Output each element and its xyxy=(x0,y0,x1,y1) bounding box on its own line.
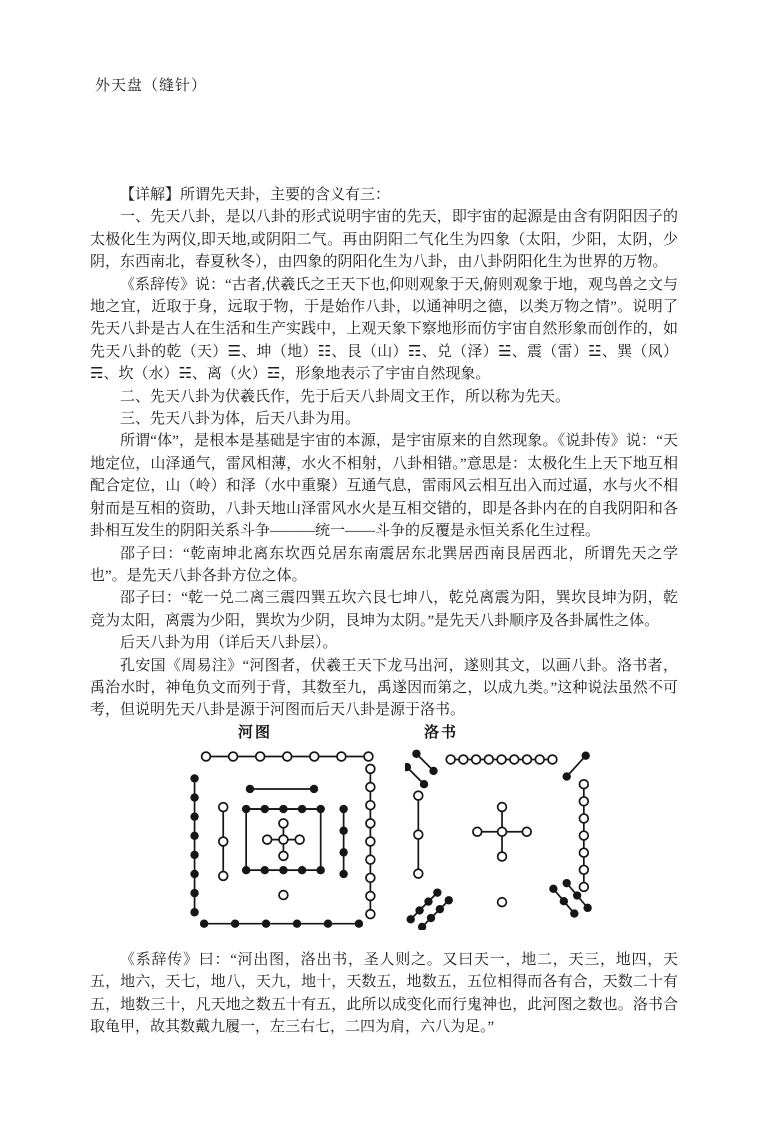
black-dot xyxy=(324,919,332,927)
white-dot xyxy=(522,827,531,836)
black-dot xyxy=(190,793,198,801)
black-dot xyxy=(583,903,591,911)
black-dot xyxy=(412,749,420,757)
white-dot xyxy=(497,755,506,764)
white-dot xyxy=(579,780,588,789)
white-dot xyxy=(498,898,507,907)
white-dot xyxy=(446,755,455,764)
white-dot xyxy=(229,752,238,761)
white-dot xyxy=(366,873,375,882)
page-title: 外天盘（缝针） xyxy=(95,78,208,94)
black-dot xyxy=(231,919,239,927)
white-dot xyxy=(295,835,304,844)
black-dot xyxy=(190,889,198,897)
white-dot xyxy=(498,802,507,811)
black-dot xyxy=(279,866,287,874)
connector-line xyxy=(567,755,586,776)
luoshu-label: 洛书 xyxy=(424,724,459,741)
body-text xyxy=(90,184,678,1038)
white-dot xyxy=(498,852,507,861)
white-dot xyxy=(579,865,588,874)
black-dot xyxy=(445,896,453,904)
black-dot xyxy=(570,909,578,917)
white-dot xyxy=(579,882,588,891)
hetu-diagram xyxy=(185,744,400,940)
hetu-figure xyxy=(185,725,400,940)
black-dot xyxy=(415,906,423,914)
paragraph: 邵子曰：“乾一兑二离三震四巽五坎六艮七坤八，乾兑离震为阳，巽坎艮坤为阴，乾竞为太阳，离震为少阳，巽坎为少阴，艮坤为太阴。”是先天八卦顺序及各卦属性之体。 xyxy=(90,590,678,629)
paragraph: 三、先天八卦为体，后天八卦为用。 xyxy=(120,411,361,428)
black-dot xyxy=(339,805,347,813)
hetu-luoshu-figure xyxy=(90,725,678,943)
white-dot xyxy=(366,909,375,918)
white-dot xyxy=(523,755,532,764)
text-after-figure xyxy=(90,949,678,1039)
black-dot xyxy=(200,919,208,927)
white-dot xyxy=(366,764,375,773)
black-dot xyxy=(563,772,571,780)
white-dot xyxy=(510,755,519,764)
black-dot xyxy=(261,805,269,813)
white-dot xyxy=(219,871,228,880)
paragraph: 邵子曰：“乾南坤北离东坎西兑居东南震居东北巽居西南艮居西北，所谓先天之学也”。是先天八卦各卦方位之体。 xyxy=(90,545,678,584)
white-dot xyxy=(337,752,346,761)
black-dot xyxy=(560,897,568,905)
black-dot xyxy=(190,870,198,878)
paragraph: 孔安国《周易注》“河图者，伏羲王天下龙马出河，遂则其文，以画八卦。洛书者，禹治水时，神龟负文而列于背，其数至九，禹遂因而第之，以成九类。”这种说法虽然不可考，但说明先天八卦是源于河图而后天八卦是源于洛书。 xyxy=(90,657,678,719)
black-dot xyxy=(242,866,250,874)
black-dot xyxy=(310,785,318,793)
black-dot xyxy=(427,914,435,922)
white-dot xyxy=(459,755,468,764)
white-dot xyxy=(219,802,228,811)
black-dot xyxy=(279,805,287,813)
black-dot xyxy=(242,805,250,813)
black-dot xyxy=(298,866,306,874)
black-dot xyxy=(433,888,441,896)
white-dot xyxy=(484,755,493,764)
paragraph: 《系辞传》说：“古者,伏羲氏之王天下也,仰则观象于天,俯则观象于地，观鸟兽之文与地之宜，近取于身，远取于物，于是始作八卦，以通神明之德，以类万物之情”。说明了先天八卦是古人在生活和生产实践中，上观天象下察地形而仿宇宙自然形象而创作的，如先天八卦的乾（天）☰、坤（地）☷、艮（山）☶、兑（泽）☱、震（雷）☳、巽（风）☴、坎（水）☵、离（火）☲，形象地表示了宇宙自然现象。 xyxy=(90,276,678,383)
white-dot xyxy=(364,752,373,761)
paragraph: 后天八卦为用（详后天八卦层）。 xyxy=(120,635,338,652)
white-dot xyxy=(579,831,588,840)
white-dot xyxy=(256,752,265,761)
black-dot xyxy=(261,866,269,874)
white-dot xyxy=(535,755,544,764)
white-dot xyxy=(279,819,288,828)
white-dot xyxy=(579,848,588,857)
text-before-figure xyxy=(90,184,678,722)
white-dot xyxy=(310,752,319,761)
black-dot xyxy=(190,774,198,782)
white-dot xyxy=(366,819,375,828)
white-dot xyxy=(202,752,211,761)
black-dot xyxy=(339,848,347,856)
black-dot xyxy=(407,915,415,923)
black-dot xyxy=(262,919,270,927)
white-dot xyxy=(473,827,482,836)
white-dot xyxy=(366,801,375,810)
white-dot xyxy=(219,837,228,846)
black-dot xyxy=(549,884,557,892)
black-dot xyxy=(316,805,324,813)
white-dot xyxy=(414,791,423,800)
white-dot xyxy=(414,830,423,839)
black-dot xyxy=(420,780,428,788)
paragraph: 二、先天八卦为伏羲氏作，先于后天八卦周文王作，所以称为先天。 xyxy=(120,388,571,405)
white-dot xyxy=(279,835,288,844)
white-dot xyxy=(366,782,375,791)
paragraph: 【详解】所谓先天卦，主要的含义有三： xyxy=(120,187,391,203)
black-dot xyxy=(339,826,347,834)
black-dot xyxy=(293,919,301,927)
white-dot xyxy=(366,837,375,846)
white-dot xyxy=(279,851,288,860)
black-dot xyxy=(573,891,581,899)
black-dot xyxy=(190,812,198,820)
white-dot xyxy=(472,755,481,764)
white-dot xyxy=(498,827,507,836)
hetu-label: 河图 xyxy=(238,724,273,741)
black-dot xyxy=(246,785,254,793)
black-dot xyxy=(298,805,306,813)
black-dot xyxy=(429,766,437,774)
white-dot xyxy=(579,797,588,806)
luoshu-diagram xyxy=(405,744,600,930)
paragraph: 所谓“体”，是根本是基础是宇宙的本源，是宇宙原来的自然现象。《说卦传》说：“天地定位，山泽通气，雷风相薄，水火不相射，八卦相错。”意思是：太极化生上天下地互相配合定位，山（岭）和泽（水中重聚）互通气息，雷雨风云相互出入而过逼，水与火不相射而是互相的资助，八卦天地山泽雷风水火是互相交错的，即是各卦内在的自我阴阳和各卦相互发生的阴阳关系斗争———统一——斗争的反覆是永恒关系化生过程。 xyxy=(90,433,678,540)
paragraph: 《系辞传》曰：“河出图，洛出书，圣人则之。又曰天一，地二，天三，地四，天五，地六，天七，地八，天九，地十，天数五，地数五，五位相得而各有合，天数二十有五，地数三十，凡天地之数五十有五，此所以成变化而行鬼神也，此河图之数也。洛书合取龟甲，故其数戴九履一，左三右七，二四为肩，六八为足。” xyxy=(90,951,678,1035)
black-dot xyxy=(316,866,324,874)
black-dot xyxy=(355,919,363,927)
paragraph: 一、先天八卦，是以八卦的形式说明宇宙的先天，即宇宙的起源是由含有阴阳因子的太极化生为两仪,即天地,或阴阳二气。再由阴阳二气化生为四象（太阳，少阳，太阴，少阴，东西南北，春夏秋冬），由四象的阴阳化生为八卦，由八卦阴阳化生为世界的万物。 xyxy=(90,209,678,271)
white-dot xyxy=(366,855,375,864)
black-dot xyxy=(582,751,590,759)
black-dot xyxy=(563,879,571,887)
black-dot xyxy=(190,831,198,839)
white-dot xyxy=(579,814,588,823)
black-dot xyxy=(424,897,432,905)
black-dot xyxy=(190,908,198,916)
white-dot xyxy=(283,752,292,761)
black-dot xyxy=(436,905,444,913)
black-dot xyxy=(339,870,347,878)
white-dot xyxy=(366,891,375,900)
white-dot xyxy=(279,890,288,899)
luoshu-figure xyxy=(405,725,600,930)
white-dot xyxy=(548,755,557,764)
white-dot xyxy=(263,835,272,844)
white-dot xyxy=(414,869,423,878)
black-dot xyxy=(190,850,198,858)
